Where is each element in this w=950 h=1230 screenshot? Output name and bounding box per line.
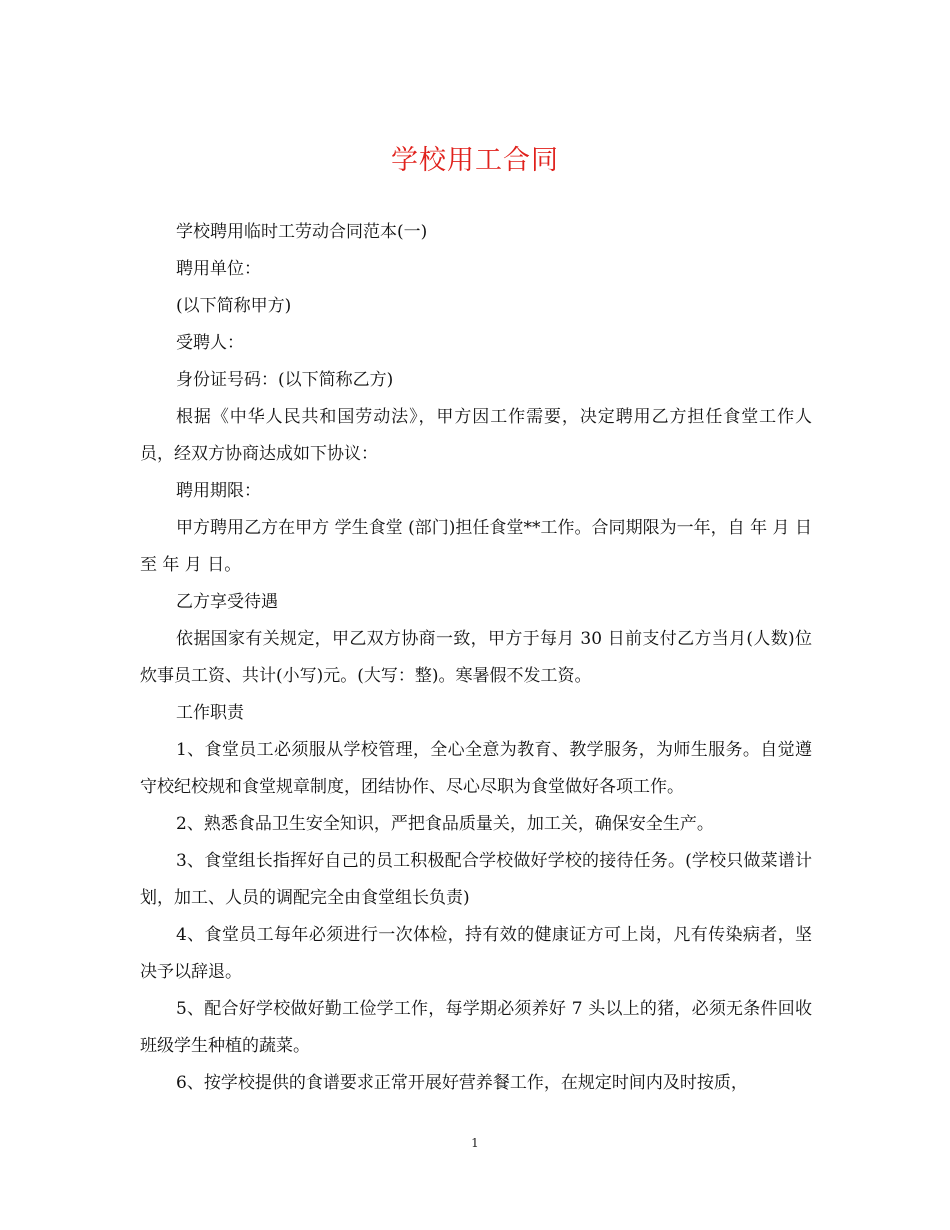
paragraph-contract-name: 学校聘用临时工劳动合同范本(一) xyxy=(176,222,428,242)
paragraph-duty-3: 3、食堂组长指挥好自己的员工积极配合学校做好学校的接待任务。(学校只做菜谱计划，加工、人员的调配完全由食堂组长负责) xyxy=(140,851,812,908)
paragraph-duty-2: 2、熟悉食品卫生安全知识，严把食品质量关，加工关，确保安全生产。 xyxy=(176,814,714,834)
paragraph-legal-basis: 根据《中华人民共和国劳动法》，甲方因工作需要，决定聘用乙方担任食堂工作人员，经双方协商达成如下协议： xyxy=(140,407,812,464)
paragraph-duty-4: 4、食堂员工每年必须进行一次体检，持有效的健康证方可上岗，凡有传染病者，坚决予以辞退。 xyxy=(140,925,812,982)
paragraph-term-detail: 甲方聘用乙方在甲方 学生食堂 (部门)担任食堂**工作。合同期限为一年，自 年 月 日至 年 月 日。 xyxy=(140,518,812,575)
paragraph-party-a-note: (以下简称甲方) xyxy=(176,296,292,316)
paragraph-benefits-heading: 乙方享受待遇 xyxy=(176,592,278,612)
paragraph-term-heading: 聘用期限： xyxy=(176,481,261,501)
paragraph-duty-6: 6、按学校提供的食谱要求正常开展好营养餐工作，在规定时间内及时按质， xyxy=(176,1073,748,1093)
paragraph-duties-heading: 工作职责 xyxy=(176,703,244,723)
document-body xyxy=(140,214,812,1102)
paragraph-id-number: 身份证号码：(以下简称乙方) xyxy=(176,370,394,390)
paragraph-benefits-detail: 依据国家有关规定，甲乙双方协商一致，甲方于每月 30 日前支付乙方当月(人数)位炊事员工资、共计(小写)元。(大写：整)。寒暑假不发工资。 xyxy=(140,629,812,686)
page-number: 1 xyxy=(471,1136,479,1150)
paragraph-duty-5: 5、配合好学校做好勤工俭学工作，每学期必须养好 7 头以上的猪，必须无条件回收班级学生种植的蔬菜。 xyxy=(140,999,812,1056)
paragraph-employer: 聘用单位： xyxy=(176,259,261,279)
paragraph-employee: 受聘人： xyxy=(176,333,244,353)
paragraph-duty-1: 1、食堂员工必须服从学校管理，全心全意为教育、教学服务，为师生服务。自觉遵守校纪校规和食堂规章制度，团结协作、尽心尽职为食堂做好各项工作。 xyxy=(140,740,812,797)
document-title: 学校用工合同 xyxy=(391,145,559,176)
